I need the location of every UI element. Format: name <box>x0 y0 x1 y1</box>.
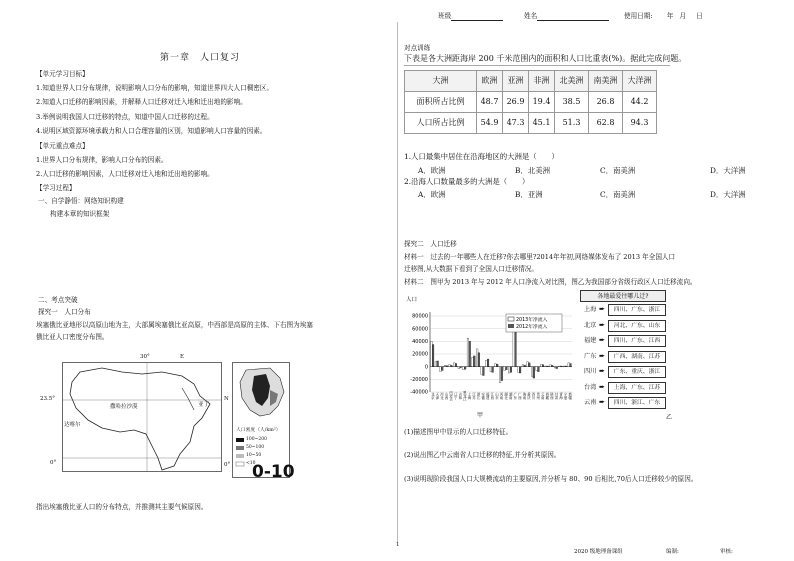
explore-1-heading: 探究一 人口分布 <box>38 308 91 316</box>
arrow-right-icon: ➨ <box>599 398 605 406</box>
table-cell: 62.8 <box>589 113 623 134</box>
q1-option-c[interactable]: C．南美洲 <box>600 166 636 175</box>
bar-2013 <box>481 367 483 375</box>
x-category-label: 辽宁 <box>453 392 458 400</box>
x-category-label: 黑龙江 <box>462 390 467 402</box>
bar-2013 <box>508 367 510 373</box>
x-category-label: 江西 <box>489 392 494 400</box>
yi-province: 福建 <box>584 337 597 344</box>
bar-2012 <box>556 367 558 369</box>
material-1a: 材料一 过去的一年哪些人在迁移?你去哪里?2014年年初,网络媒体发布了 2013 年全国人口 <box>404 253 676 261</box>
table-cell: 大洋洲 <box>623 71 657 92</box>
yi-destinations: 河北、广东、山东 <box>608 320 666 332</box>
africa-map <box>62 362 222 472</box>
bar-2013 <box>554 367 556 368</box>
table-cell: 54.9 <box>477 113 503 134</box>
x-category-label: 山东 <box>494 392 499 400</box>
step-1-sub: 构建本章的知识框架 <box>50 210 110 218</box>
bar-2012 <box>505 367 507 370</box>
x-category-label: 重庆 <box>526 392 531 400</box>
table-cell: 人口所占比例 <box>405 113 477 134</box>
x-category-label: 江苏 <box>471 392 476 400</box>
arrow-right-icon: ➨ <box>599 382 605 391</box>
table-cell: 欧洲 <box>477 71 503 92</box>
bar-2012 <box>551 365 553 366</box>
table-cell: 45.1 <box>529 113 555 134</box>
bar-2012 <box>496 364 498 367</box>
yi-province: 广东 <box>584 352 597 360</box>
map-lon-e: E <box>180 354 185 360</box>
bar-2013 <box>559 366 561 367</box>
bar-2012 <box>501 367 503 381</box>
bar-2012 <box>455 364 457 367</box>
bar-2012 <box>469 341 471 366</box>
bar-2012 <box>538 367 540 372</box>
x-category-label: 甘肃 <box>553 392 558 400</box>
sub-question-1: (1)描述图甲中显示的人口迁移特征。 <box>404 428 513 436</box>
yi-destinations: 四川、广东、浙江 <box>608 304 666 316</box>
table-row <box>405 113 657 134</box>
map-lat-0: 0° <box>50 460 57 466</box>
day-label: 日 <box>696 12 703 20</box>
sub-question-3: (3)说明现阶段我国人口大规模流动的主要原因,并分析与 80、90 后相比,70后人口迁移较少的原因。 <box>404 475 698 483</box>
net-inflow-bar-chart <box>400 292 576 412</box>
class-label: 班级 <box>438 12 452 20</box>
table-cell: 47.3 <box>503 113 529 134</box>
name-blank[interactable] <box>537 14 609 21</box>
map-sahara: 撒哈拉沙漠 <box>110 404 138 410</box>
yi-destinations: 四川、浙江、广东 <box>608 397 666 409</box>
q1-option-a[interactable]: A．欧洲 <box>418 166 446 175</box>
bar-2013 <box>550 365 552 367</box>
column-divider <box>397 22 398 542</box>
bar-2012 <box>478 353 480 367</box>
question-2: 2.沿海人口数量最多的大洲是（ ） <box>404 177 530 186</box>
bar-2013 <box>499 367 501 383</box>
bar-2012 <box>542 365 544 367</box>
bar-2013 <box>435 362 437 367</box>
x-category-label: 湖北 <box>503 392 508 400</box>
x-category-label: 海南 <box>521 392 526 400</box>
x-category-label: 吉林 <box>457 392 462 400</box>
goal-3: 3.举例说明我国人口迁移的特点，知道中国人口迁移的过程。 <box>36 113 214 121</box>
map-lat-0b: 0° <box>224 462 231 468</box>
table-cell: 26.9 <box>503 92 529 113</box>
yi-destinations: 上海、广东、江苏 <box>608 382 666 394</box>
table-cell: 38.5 <box>555 92 589 113</box>
x-category-label: 云南 <box>540 392 545 400</box>
bar-2012 <box>533 367 535 378</box>
train-text: 下表是各大洲距海岸 200 千米范围内的面积和人口比重表(%)。据此完成问题。 <box>404 54 687 63</box>
page-number: 1 <box>396 542 400 548</box>
bar-2012 <box>519 367 521 373</box>
bar-2013 <box>531 367 533 377</box>
table-cell: 非洲 <box>529 71 555 92</box>
legend-2012-swatch <box>508 324 514 328</box>
table-cell: 19.4 <box>529 92 555 113</box>
map-dakar: 达喀尔 <box>64 422 81 428</box>
overlay-0-10: 0-10 <box>252 462 295 482</box>
yi-destinations: 广东、重庆、浙江 <box>608 366 666 378</box>
step-2: 二、考点突破 <box>38 296 78 304</box>
q2-option-d[interactable]: D．大洋洲 <box>710 190 746 199</box>
table-top-rule <box>404 65 670 66</box>
y-tick-label: -40000 <box>410 389 428 396</box>
migration-destination-figure <box>580 290 690 420</box>
bar-2012 <box>570 364 572 367</box>
legend-2012: 2012年净流入 <box>516 325 548 330</box>
bar-2013 <box>517 367 519 373</box>
x-category-label: 四川 <box>531 392 536 400</box>
bar-2012 <box>473 356 475 367</box>
yi-province: 台湾 <box>584 383 597 391</box>
footer-editor: 编制: <box>666 549 679 555</box>
yi-province: 云南 <box>584 399 597 406</box>
bar-2013 <box>463 367 465 370</box>
x-category-label: 广西 <box>517 392 522 400</box>
material-1b: 迁移图,从大数据下看到了全国人口迁移情况。 <box>404 265 538 273</box>
table-row <box>405 71 657 92</box>
x-category-label: 新疆 <box>567 392 572 400</box>
goal-2: 2.知道人口迁移的影响因素，并解释人口迁移对迁入地和迁出地的影响。 <box>36 98 247 106</box>
legend-4: <10 <box>246 461 256 466</box>
table-cell: 南美洲 <box>589 71 623 92</box>
year-label: 年 <box>666 12 674 20</box>
arrow-right-icon: ➨ <box>599 305 605 313</box>
bar-2012 <box>460 367 462 368</box>
key-1: 1.世界人口分布规律，影响人口分布的因素。 <box>36 156 168 164</box>
explore-1-text-1: 埃塞俄比亚地形以高原山地为主，大部属埃塞俄比亚高原，中西部是高原的主体、下右图为埃塞 <box>36 321 313 329</box>
table-cell: 48.7 <box>477 92 503 113</box>
bar-2013 <box>568 363 570 367</box>
bar-2013 <box>458 367 460 369</box>
explore-1-text-2: 俄比亚人口密度分布图。 <box>36 333 109 341</box>
class-blank[interactable] <box>451 14 503 21</box>
key-heading: 【单元重点难点】 <box>36 142 89 150</box>
bar-2012 <box>510 367 512 373</box>
table-row <box>405 92 657 113</box>
bar-2013 <box>485 360 487 366</box>
arrow-right-icon: ➨ <box>599 351 605 360</box>
table-cell: 94.3 <box>623 113 657 134</box>
bar-2013 <box>522 365 524 367</box>
bar-2012 <box>483 367 485 376</box>
q2-option-c[interactable]: C．南美洲 <box>600 190 636 199</box>
x-category-label: 广东 <box>512 392 517 400</box>
yi-province: 上海 <box>584 306 597 313</box>
x-category-label: 河南 <box>499 392 503 400</box>
bar-2012 <box>441 367 443 371</box>
bar-2012 <box>437 361 439 367</box>
legend-2013-swatch <box>508 317 514 321</box>
x-category-label: 安徽 <box>480 392 485 400</box>
legend-3: 10~50 <box>246 453 262 458</box>
process-heading: 【学习过程】 <box>36 184 76 192</box>
bar-2012 <box>446 366 448 367</box>
month-label: 月 <box>679 12 687 20</box>
date-label: 使用日期: <box>624 12 653 20</box>
arrow-right-icon: ➨ <box>599 320 605 329</box>
bar-2012 <box>524 365 526 367</box>
x-category-label: 陕西 <box>549 392 554 400</box>
bar-2013 <box>540 364 542 367</box>
bar-2013 <box>545 366 547 367</box>
page-title: 第一章 人口复习 <box>160 53 241 63</box>
map-aden: 亚丁 <box>198 402 210 408</box>
bar-2012 <box>487 359 489 367</box>
bar-2013 <box>563 366 565 367</box>
figure-jia-label: 甲 <box>477 412 484 419</box>
yi-title-text: 各地最爱往哪儿迁? <box>597 293 649 300</box>
goal-1: 1.知道世界人口分布规律，说明影响人口分布的影响，知道世界四大人口稠密区。 <box>36 84 274 92</box>
y-tick-label: 40000 <box>412 338 428 345</box>
bar-2013 <box>527 362 529 367</box>
bar-2012 <box>515 329 517 367</box>
goals-heading: 【单元学习目标】 <box>36 70 89 78</box>
header-class <box>438 12 503 21</box>
y-tick-label: -20000 <box>410 376 428 383</box>
x-category-label: 宁夏 <box>563 392 568 400</box>
table-cell: 北美洲 <box>555 71 589 92</box>
x-category-label: 湖南 <box>508 392 513 400</box>
bar-2012 <box>547 366 549 367</box>
bar-2013 <box>467 338 469 367</box>
q2-option-a[interactable]: A．欧洲 <box>418 190 446 199</box>
y-tick-label: 20000 <box>412 351 428 358</box>
ethiopia-density-map <box>232 362 290 478</box>
yi-destinations: 四川、广东、江西 <box>608 335 666 347</box>
name-label: 姓名 <box>524 12 538 20</box>
continent-table <box>404 70 657 134</box>
map-lat-235: 23.5° <box>40 396 55 402</box>
bar-2013 <box>490 367 492 372</box>
y-tick-label: 80000 <box>412 313 428 320</box>
table-cell: 26.8 <box>589 92 623 113</box>
bar-2013 <box>449 365 451 367</box>
yi-title <box>580 290 666 302</box>
table-cell: 大洲 <box>405 71 477 92</box>
q2-option-b[interactable]: B．亚洲 <box>515 190 543 199</box>
bar-2013 <box>472 357 474 367</box>
x-category-label: 山西 <box>444 392 449 400</box>
x-category-label: 浙江 <box>476 392 481 400</box>
goal-4: 4.说明区域资源环境承载力和人口合理容量的区别，知道影响人口容量的因素。 <box>36 127 267 135</box>
step-1: 一、自学静悟：网络知识构建 <box>38 197 124 205</box>
q1-option-b[interactable]: B．北美洲 <box>515 166 550 175</box>
yi-province: 四川 <box>584 368 597 375</box>
explore-2-heading: 探究二 人口迁移 <box>404 240 457 248</box>
chart-ylabel: 人口 <box>406 297 418 303</box>
bar-2012 <box>492 367 494 373</box>
footer-reviewer: 审核: <box>720 549 733 555</box>
legend-title: 人口密度（人/km²） <box>236 428 281 433</box>
arrow-right-icon: ➨ <box>599 367 605 375</box>
legend-2013: 2013年净流入 <box>516 318 548 323</box>
train-heading: 对点训练 <box>404 44 431 52</box>
y-tick-label: 60000 <box>412 326 428 333</box>
table-cell: 44.2 <box>623 92 657 113</box>
bar-2012 <box>528 363 530 367</box>
figure-yi-label: 乙 <box>666 414 673 421</box>
table-cell: 51.3 <box>555 113 589 134</box>
bar-2012 <box>464 367 466 370</box>
table-cell: 面积所占比例 <box>405 92 477 113</box>
bar-2012 <box>451 365 453 366</box>
bar-2013 <box>430 341 432 366</box>
header-date <box>624 12 703 21</box>
legend-2: 50~100 <box>246 445 265 450</box>
bar-2013 <box>440 367 442 372</box>
table-cell: 亚洲 <box>503 71 529 92</box>
x-category-label: 北京 <box>430 392 435 400</box>
bar-2013 <box>504 367 506 371</box>
key-2: 2.人口迁移的影响因素，人口迁移对迁入地和迁出地的影响。 <box>36 170 214 178</box>
x-category-label: 贵州 <box>535 392 540 400</box>
bar-2013 <box>453 363 455 367</box>
bar-2012 <box>560 366 562 367</box>
x-category-label: 上海 <box>466 392 471 400</box>
x-category-label: 青海 <box>558 392 563 400</box>
footer-group: 2020 级地理备课组 <box>574 549 623 555</box>
bar-2013 <box>444 365 446 366</box>
yi-province: 北京 <box>584 321 597 329</box>
sub-question-2: (2)说出图乙中云南省人口迁移的特征,并分析其原因。 <box>404 451 561 459</box>
material-2: 材料二 图甲为 2013 年与 2012 年人口净流入对比图，图乙为我国部分省级行政区人口迁移流向。 <box>404 278 697 286</box>
bar-2013 <box>495 364 497 367</box>
y-tick-label: 0 <box>424 364 428 371</box>
yi-destinations: 广西、湖南、江苏 <box>608 351 666 363</box>
arrow-right-icon: ➨ <box>599 336 605 344</box>
bar-2013 <box>476 349 478 367</box>
legend-1: 100~200 <box>246 437 267 442</box>
x-category-label: 天津 <box>434 392 439 400</box>
question-1: 1.人口最集中居住在沿海地区的大洲是（ ） <box>404 152 559 161</box>
x-category-label: 西藏 <box>544 392 549 400</box>
bar-2013 <box>536 367 538 371</box>
x-category-label: 河北 <box>439 392 444 400</box>
x-category-label: 内蒙古 <box>448 390 453 402</box>
bar-2012 <box>432 345 434 367</box>
map-lon-30: 30° <box>140 354 150 360</box>
bar-2012 <box>565 366 567 367</box>
q1-option-d[interactable]: D．大洋洲 <box>710 166 746 175</box>
header-name <box>524 12 609 21</box>
x-category-label: 福建 <box>485 392 490 400</box>
map-lat-n: N <box>224 396 229 402</box>
map-question: 指出埃塞俄比亚人口的分布特点，并推测其主要气候原因。 <box>36 503 208 511</box>
